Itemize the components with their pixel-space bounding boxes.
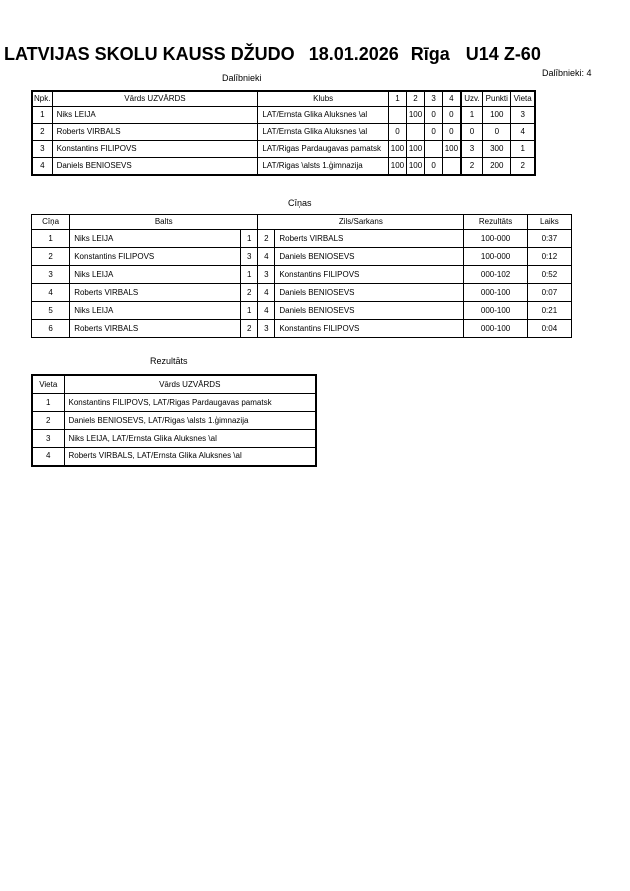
results-title: Rezultāts (150, 356, 188, 366)
bout-time: 0:21 (527, 302, 571, 320)
col-club: Klubs (258, 91, 389, 107)
bout-no: 1 (32, 230, 70, 248)
row-c2: 100 (406, 107, 424, 124)
row-c2: 100 (406, 141, 424, 158)
bout-white-no: 1 (241, 266, 258, 284)
row-place: 1 (511, 141, 535, 158)
col-no: Npk. (32, 91, 52, 107)
row-c4: 0 (443, 124, 461, 141)
table-row (32, 107, 535, 124)
row-points: 100 (483, 107, 511, 124)
row-name: Roberts VIRBALS (52, 124, 258, 141)
bout-white-no: 3 (241, 248, 258, 266)
bout-blue: Daniels BENIOSEVS (275, 284, 464, 302)
row-c4: 100 (443, 141, 461, 158)
row-club: LAT/Ernsta Glika Aluksnes \al (258, 124, 389, 141)
table-row (32, 448, 316, 466)
bout-result: 000-100 (464, 302, 527, 320)
row-points: 200 (483, 158, 511, 176)
page-title (4, 44, 541, 65)
bout-white-no: 2 (241, 320, 258, 338)
row-wins: 1 (461, 107, 483, 124)
event-city: Rīga (410, 44, 450, 64)
row-name: Niks LEIJA (52, 107, 258, 124)
table-row (32, 230, 572, 248)
col-wins: Uzv. (461, 91, 483, 107)
bout-time: 0:12 (527, 248, 571, 266)
row-c2: 100 (406, 158, 424, 176)
bout-blue-no: 4 (258, 248, 275, 266)
row-name: Konstantins FILIPOVS (52, 141, 258, 158)
row-no: 1 (32, 107, 52, 124)
col-2: 2 (406, 91, 424, 107)
row-c3 (425, 141, 443, 158)
table-row (32, 266, 572, 284)
bout-blue: Roberts VIRBALS (275, 230, 464, 248)
bouts-table (31, 214, 572, 338)
col-time: Laiks (527, 215, 571, 230)
col-place: Vieta (511, 91, 535, 107)
bout-white: Niks LEIJA (70, 266, 241, 284)
result-name: Niks LEIJA, LAT/Ernsta Glika Aluksnes \al (64, 430, 316, 448)
row-c1: 100 (388, 158, 406, 176)
row-points: 300 (483, 141, 511, 158)
bout-no: 2 (32, 248, 70, 266)
bout-white-no: 1 (241, 230, 258, 248)
row-c1: 0 (388, 124, 406, 141)
row-no: 2 (32, 124, 52, 141)
row-place: 3 (511, 107, 535, 124)
row-points: 0 (483, 124, 511, 141)
bout-white: Konstantins FILIPOVS (70, 248, 241, 266)
row-no: 3 (32, 141, 52, 158)
col-1: 1 (388, 91, 406, 107)
bout-white-no: 1 (241, 302, 258, 320)
table-row (32, 284, 572, 302)
row-c4 (443, 158, 461, 176)
bout-blue-no: 3 (258, 266, 275, 284)
row-name: Daniels BENIOSEVS (52, 158, 258, 176)
col-points: Punkti (483, 91, 511, 107)
table-row (32, 158, 535, 176)
col-name: Vārds UZVĀRDS (52, 91, 258, 107)
bout-blue-no: 2 (258, 230, 275, 248)
col-blue: Zils/Sarkans (258, 215, 464, 230)
result-place: 1 (32, 394, 64, 412)
results-table (31, 374, 317, 467)
row-c3: 0 (425, 107, 443, 124)
bout-no: 6 (32, 320, 70, 338)
bout-no: 3 (32, 266, 70, 284)
bout-result: 100-000 (464, 248, 527, 266)
bout-blue-no: 4 (258, 284, 275, 302)
result-place: 2 (32, 412, 64, 430)
table-row (32, 412, 316, 430)
bout-time: 0:07 (527, 284, 571, 302)
table-row (32, 302, 572, 320)
bout-white: Niks LEIJA (70, 302, 241, 320)
col-3: 3 (425, 91, 443, 107)
table-row (32, 430, 316, 448)
bout-no: 5 (32, 302, 70, 320)
bout-result: 000-102 (464, 266, 527, 284)
event-date: 18.01.2026 (308, 44, 399, 64)
bout-time: 0:52 (527, 266, 571, 284)
row-wins: 0 (461, 124, 483, 141)
row-c4: 0 (443, 107, 461, 124)
result-place: 3 (32, 430, 64, 448)
col-white: Balts (70, 215, 258, 230)
bout-result: 000-100 (464, 320, 527, 338)
col-bout: Cīņa (32, 215, 70, 230)
row-c3: 0 (425, 158, 443, 176)
result-name: Konstantins FILIPOVS, LAT/Rigas Pardaugavas pamatsk (64, 394, 316, 412)
result-name: Roberts VIRBALS, LAT/Ernsta Glika Aluksnes \al (64, 448, 316, 466)
table-row (32, 141, 535, 158)
participants-table (31, 90, 536, 176)
row-place: 2 (511, 158, 535, 176)
row-no: 4 (32, 158, 52, 176)
bout-time: 0:37 (527, 230, 571, 248)
table-row (32, 124, 535, 141)
row-c2 (406, 124, 424, 141)
col-result-place: Vieta (32, 375, 64, 394)
col-result-name: Vārds UZVĀRDS (64, 375, 316, 394)
bouts-title: Cīņas (288, 198, 312, 208)
bout-white: Roberts VIRBALS (70, 284, 241, 302)
bout-white: Roberts VIRBALS (70, 320, 241, 338)
bout-blue: Daniels BENIOSEVS (275, 302, 464, 320)
row-club: LAT/Rigas \alsts 1.ģimnazija (258, 158, 389, 176)
row-place: 4 (511, 124, 535, 141)
bout-blue: Konstantins FILIPOVS (275, 320, 464, 338)
result-place: 4 (32, 448, 64, 466)
bout-blue-no: 3 (258, 320, 275, 338)
participant-count: Dalībnieki: 4 (542, 68, 592, 78)
table-row (32, 248, 572, 266)
col-4: 4 (443, 91, 461, 107)
row-club: LAT/Ernsta Glika Aluksnes \al (258, 107, 389, 124)
col-result: Rezultāts (464, 215, 527, 230)
participants-title: Dalībnieki (222, 73, 262, 83)
result-name: Daniels BENIOSEVS, LAT/Rigas \alsts 1.ģimnazija (64, 412, 316, 430)
row-c1: 100 (388, 141, 406, 158)
bout-result: 100-000 (464, 230, 527, 248)
event-name: LATVIJAS SKOLU KAUSS DŽUDO (4, 44, 295, 64)
bout-blue-no: 4 (258, 302, 275, 320)
table-row (32, 320, 572, 338)
table-row (32, 394, 316, 412)
row-wins: 3 (461, 141, 483, 158)
bout-blue: Konstantins FILIPOVS (275, 266, 464, 284)
bout-blue: Daniels BENIOSEVS (275, 248, 464, 266)
bout-no: 4 (32, 284, 70, 302)
bout-time: 0:04 (527, 320, 571, 338)
row-c3: 0 (425, 124, 443, 141)
row-wins: 2 (461, 158, 483, 176)
bout-white-no: 2 (241, 284, 258, 302)
bout-white: Niks LEIJA (70, 230, 241, 248)
row-club: LAT/Rigas Pardaugavas pamatsk (258, 141, 389, 158)
bout-result: 000-100 (464, 284, 527, 302)
row-c1 (388, 107, 406, 124)
event-category: U14 Z-60 (465, 44, 541, 64)
